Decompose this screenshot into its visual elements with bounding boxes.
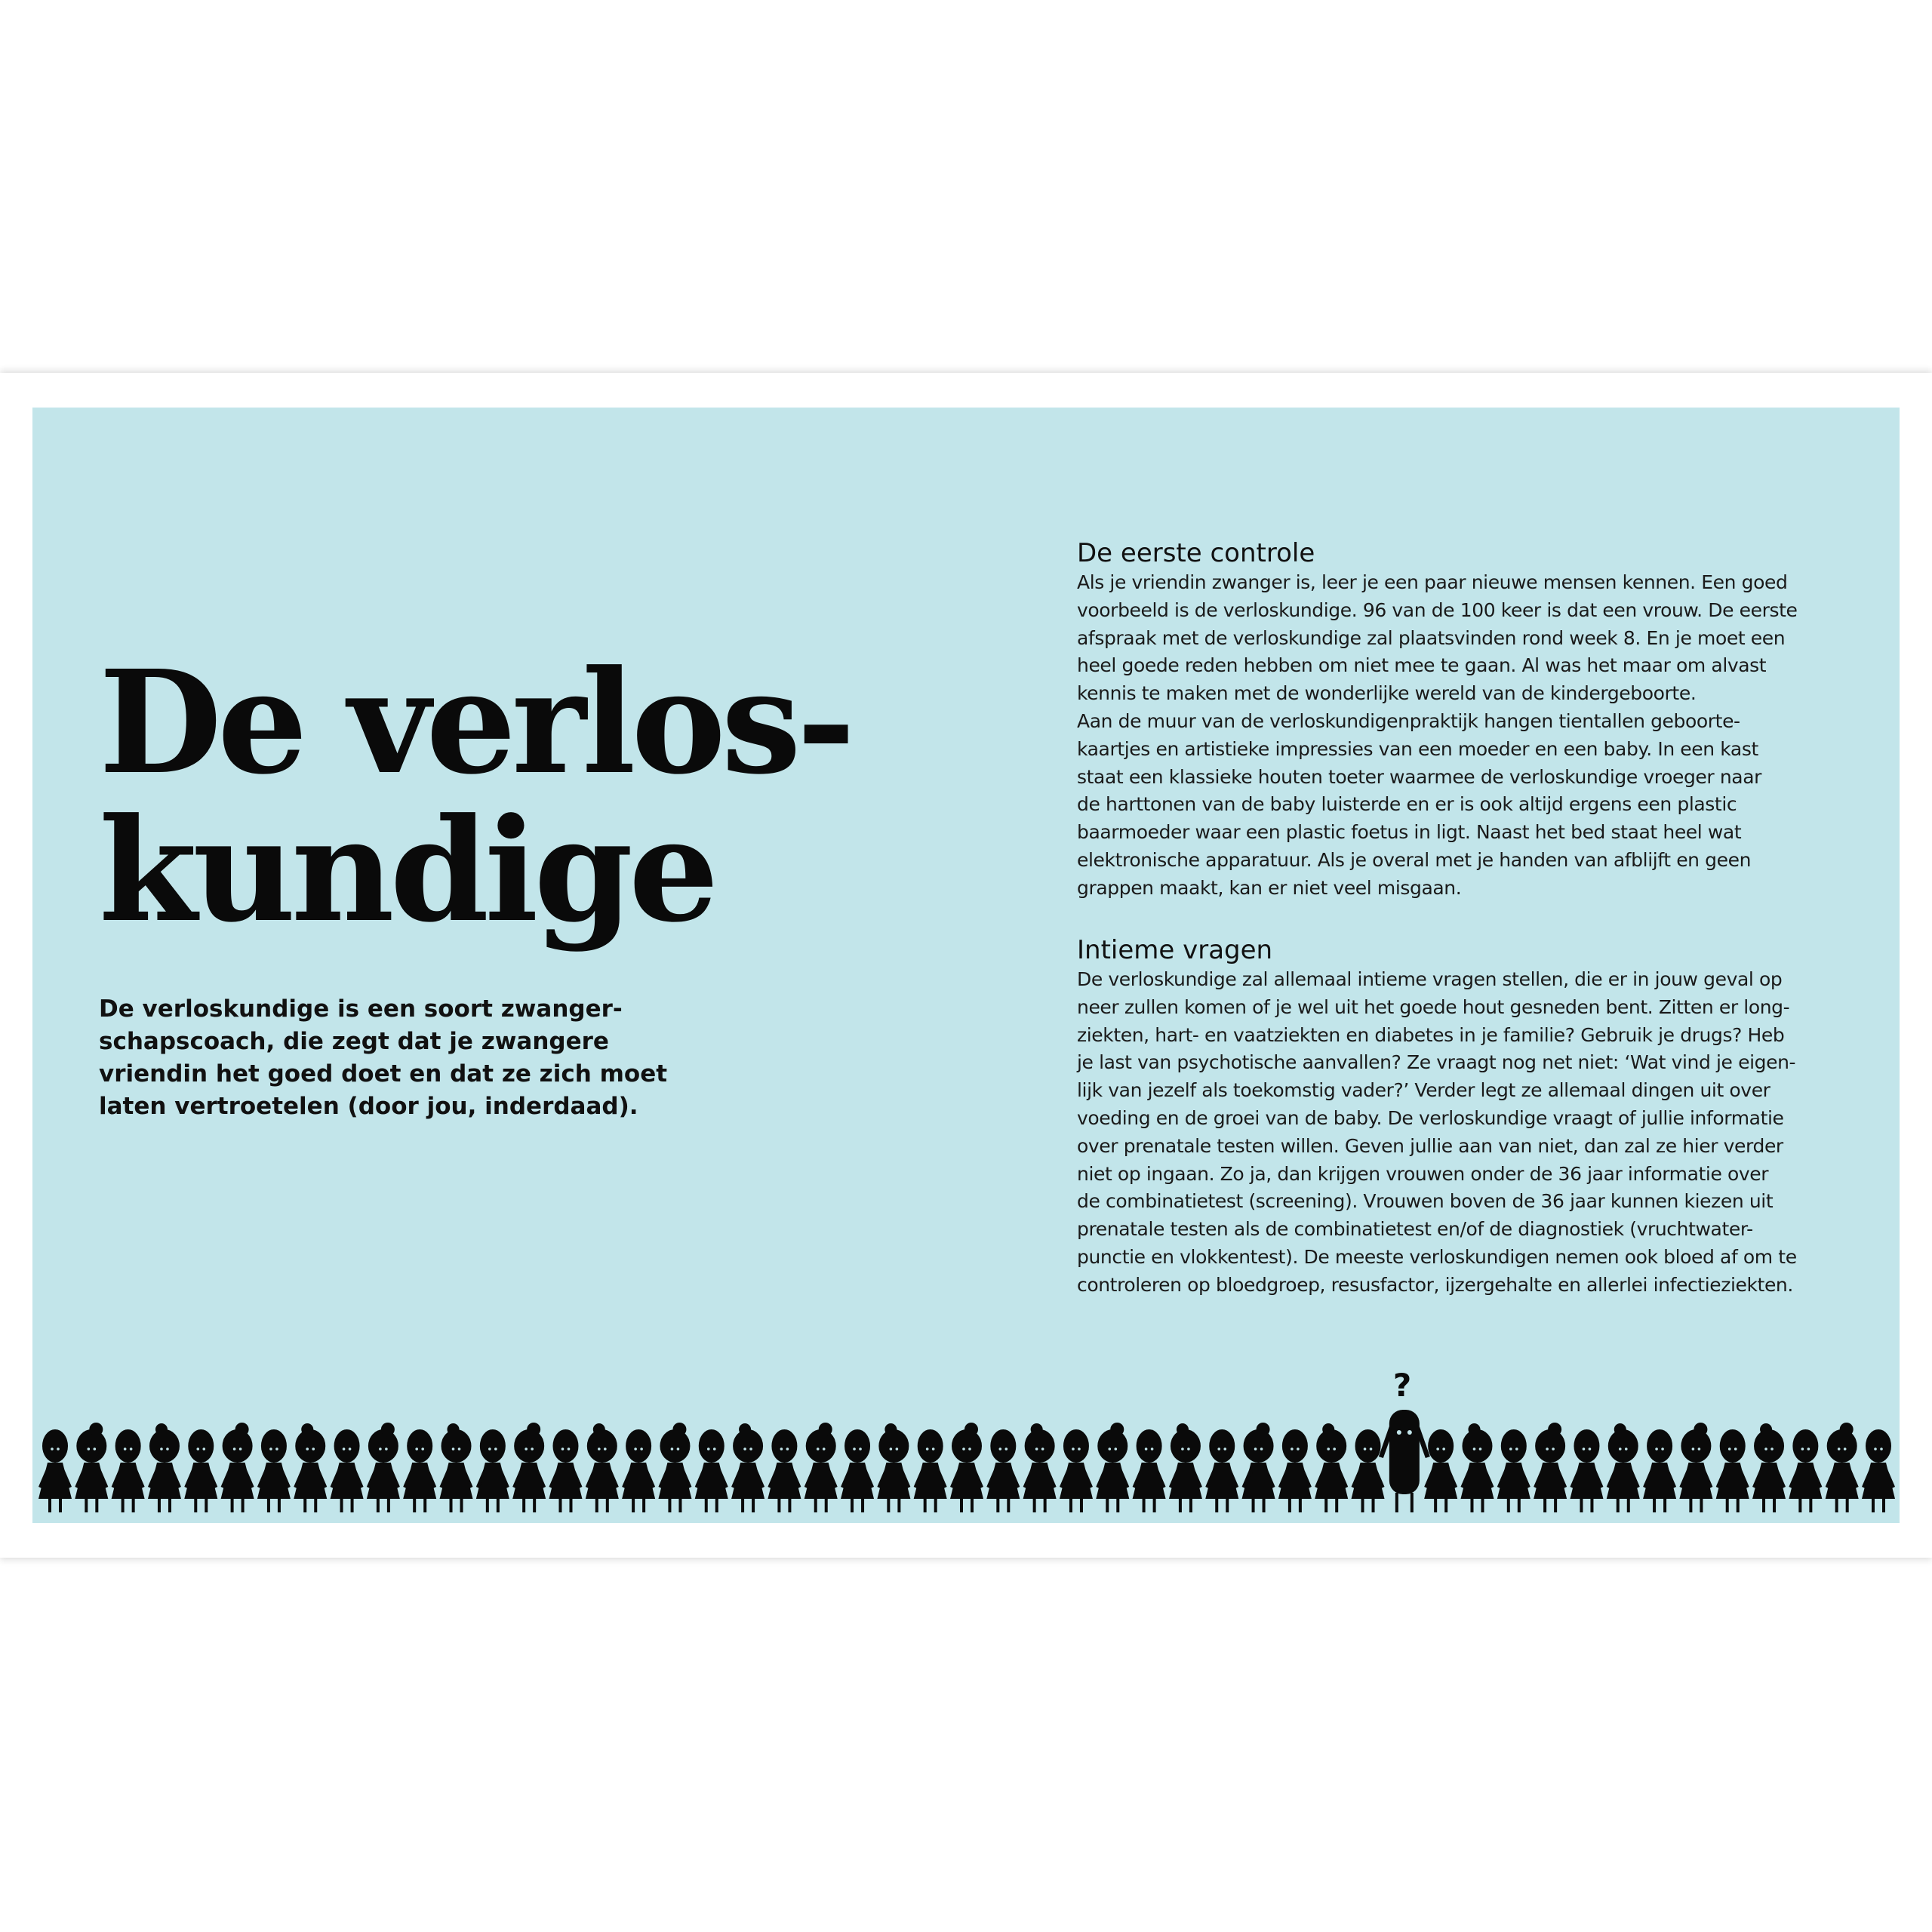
woman-figure [1679,1423,1712,1512]
woman-figure [1133,1429,1166,1512]
woman-figure [1826,1423,1859,1512]
body-line: Als je vriendin zwanger is, leer je een paar nieuwe mensen kennen. Een goed [1077,571,1788,593]
body-line: prenatale testen als de combinatietest en/of de diagnostiek (vruchtwater- [1077,1218,1753,1241]
woman-figure [877,1423,910,1512]
woman-figure [695,1429,728,1512]
book-spread [0,373,1932,1558]
intro-line: schapscoach, die zegt dat je zwangere [99,1028,609,1055]
woman-figure [1315,1423,1348,1512]
woman-figure [184,1429,217,1512]
body-line: staat een klassieke houten toeter waarmee de verloskundige vroeger naar [1077,765,1762,788]
woman-figure [1862,1429,1895,1512]
body-line: kaartjes en artistieke impressies van een moeder en een baby. In een kast [1077,737,1758,760]
woman-figure [549,1429,582,1512]
woman-figure [1643,1429,1676,1512]
woman-figure [1023,1423,1057,1512]
section-body [1077,966,1832,1300]
woman-figure [1169,1423,1202,1512]
intro-line: vriendin het goed doet en dat ze zich moet [99,1060,668,1088]
body-line: punctie en vlokkentest). De meeste verloskundigen nemen ook bloed af om te [1077,1245,1797,1268]
body-line: niet op ingaan. Zo ja, dan krijgen vrouwen onder de 36 jaar informatie over [1077,1162,1769,1185]
woman-figure [1352,1429,1385,1512]
woman-figure [112,1429,145,1512]
section-eerste-controle [1077,537,1832,903]
body-line: voeding en de groei van de baby. De verloskundige vraagt of jullie informatie [1077,1106,1784,1129]
woman-figure [403,1429,436,1512]
woman-figure [1752,1423,1786,1512]
woman-figure [1789,1429,1822,1512]
woman-figure [148,1423,181,1512]
woman-figure [1242,1423,1275,1512]
chapter-title-line: kundige [99,787,715,954]
intro-line: laten vertroetelen (door jou, inderdaad). [99,1093,638,1120]
woman-figure [294,1423,327,1512]
body-line: over prenatale testen willen. Geven jullie aan van niet, dan zal ze hier verder [1077,1134,1783,1157]
woman-figure [367,1423,400,1512]
woman-figure [768,1429,801,1512]
body-line: voorbeeld is de verloskundige. 96 van de 100 keer is dat een vrouw. De eerste [1077,598,1798,621]
crowd-illustration [32,1343,1900,1523]
section-heading: Intieme vragen [1077,935,1273,965]
woman-figure [658,1423,691,1512]
woman-figure [331,1429,364,1512]
woman-figure [986,1429,1020,1512]
woman-figure [1460,1423,1494,1512]
woman-figure [622,1429,655,1512]
woman-figure [75,1423,108,1512]
body-line: kennis te maken met de wonderlijke wereld van de kindergeboorte. [1077,682,1697,705]
woman-figure [586,1423,619,1512]
woman-figure [1424,1429,1457,1512]
woman-figure [1607,1423,1640,1512]
woman-figure [1497,1429,1531,1512]
body-line: ziekten, hart- en vaatziekten en diabetes in je familie? Gebruik je drugs? Heb [1077,1023,1785,1046]
intro-paragraph [99,993,672,1123]
chapter-title-line: De verlos- [99,639,851,806]
section-heading: De eerste controle [1077,538,1315,568]
odd-figure [1379,1410,1430,1512]
woman-figure [731,1423,764,1512]
blue-panel [32,408,1900,1523]
woman-figure [1060,1429,1093,1512]
woman-figure [950,1423,983,1512]
body-line: de combinatietest (screening). Vrouwen boven de 36 jaar kunnen kiezen uit [1077,1190,1774,1213]
body-line: je last van psychotische aanvallen? Ze vraagt nog net niet: ‘Wat vind je eigen- [1077,1051,1796,1074]
body-line: de harttonen van de baby luisterde en er is ook altijd ergens een plastic [1077,793,1737,816]
woman-figure [804,1423,838,1512]
woman-figure [841,1429,874,1512]
body-line: elektronische apparatuur. Als je overal met je handen van afblijft en geen [1077,848,1752,871]
section-intieme-vragen [1077,934,1832,1300]
woman-figure [512,1423,546,1512]
body-line: De verloskundige zal allemaal intieme vragen stellen, die er in jouw geval op [1077,968,1783,990]
woman-figure [1716,1429,1749,1512]
body-line: heel goede reden hebben om niet mee te gaan. Al was het maar om alvast [1077,654,1767,677]
body-line: controleren op bloedgroep, resusfactor, ijzergehalte en allerlei infectieziekten. [1077,1273,1793,1296]
intro-line: De verloskundige is een soort zwanger- [99,995,623,1023]
woman-figure [1534,1423,1567,1512]
woman-figure [476,1429,509,1512]
question-mark: ? [1392,1367,1412,1404]
woman-figure [440,1423,473,1512]
body-line: Aan de muur van de verloskundigenpraktijk hangen tientallen geboorte- [1077,709,1740,732]
woman-figure [1205,1429,1238,1512]
woman-figure [257,1429,291,1512]
woman-figure [1570,1429,1603,1512]
body-line: afspraak met de verloskundige zal plaatsvinden rond week 8. En je moet een [1077,626,1786,649]
chapter-title [99,639,929,954]
woman-figure [38,1429,72,1512]
woman-figure [914,1429,947,1512]
body-line: baarmoeder waar een plastic foetus in ligt. Naast het bed staat heel wat [1077,821,1742,844]
section-body [1077,569,1832,903]
woman-figure [1096,1423,1129,1512]
body-line: lijk van jezelf als toekomstig vader?’ Verder legt ze allemaal dingen uit over [1077,1079,1770,1102]
woman-figure [221,1423,254,1512]
body-line: grappen maakt, kan er niet veel misgaan. [1077,876,1462,899]
body-line: neer zullen komen of je wel uit het goede hout gesneden bent. Zitten er long- [1077,995,1790,1018]
woman-figure [1278,1429,1312,1512]
